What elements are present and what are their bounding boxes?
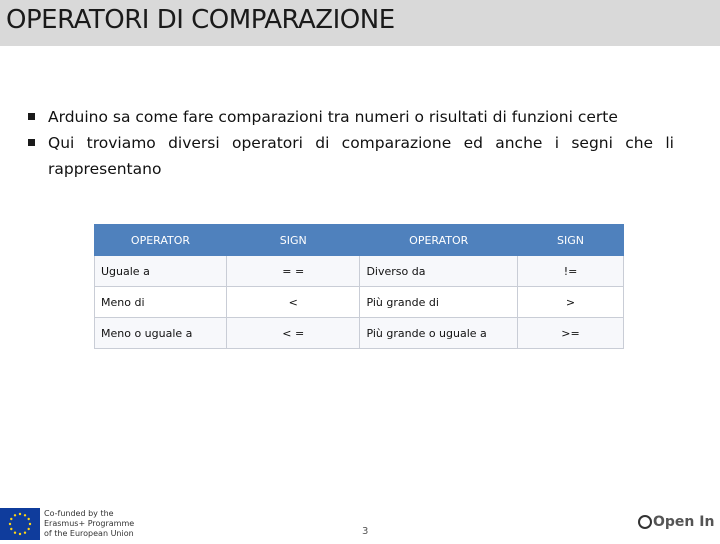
- openin-logo-icon: [638, 515, 652, 529]
- eu-flag-icon: [0, 508, 40, 540]
- square-bullet-icon: [28, 139, 35, 146]
- bullet-text: Arduino sa come fare comparazioni tra numeri o risultati di funzioni certe: [48, 108, 618, 126]
- column-header: SIGN: [226, 225, 359, 256]
- eu-text-line: Co-funded by the: [44, 509, 114, 518]
- page-number: 3: [362, 526, 369, 537]
- page-title: OPERATORI DI COMPARAZIONE: [6, 5, 395, 35]
- title-bar: [0, 0, 720, 46]
- table-cell: < =: [226, 318, 359, 349]
- bullet-item: [28, 104, 674, 130]
- table-row: [95, 256, 624, 287]
- bullet-list: [28, 104, 674, 182]
- column-header: OPERATOR: [95, 225, 227, 256]
- operators-table: [94, 224, 624, 349]
- table-cell: Diverso da: [360, 256, 518, 287]
- square-bullet-icon: [28, 113, 35, 120]
- table-row: [95, 318, 624, 349]
- bullet-text: Qui troviamo diversi operatori di comparazione ed anche i segni che li rappresentano: [48, 134, 674, 178]
- table-cell: >: [518, 287, 624, 318]
- eu-text-line: of the European Union: [44, 529, 134, 538]
- column-header: SIGN: [518, 225, 624, 256]
- table-cell: <: [226, 287, 359, 318]
- table-row: [95, 287, 624, 318]
- table-header-row: [95, 225, 624, 256]
- table-cell: Più grande di: [360, 287, 518, 318]
- table-cell: !=: [518, 256, 624, 287]
- table-cell: Uguale a: [95, 256, 227, 287]
- openin-logo: [638, 514, 714, 530]
- table-cell: Più grande o uguale a: [360, 318, 518, 349]
- eu-cofunded-text: [44, 509, 134, 539]
- table-cell: >=: [518, 318, 624, 349]
- eu-text-line: Erasmus+ Programme: [44, 519, 135, 528]
- brand-name: Open In: [653, 514, 715, 530]
- column-header: OPERATOR: [360, 225, 518, 256]
- table-cell: = =: [226, 256, 359, 287]
- bullet-item: [28, 130, 674, 182]
- table-cell: Meno o uguale a: [95, 318, 227, 349]
- table-cell: Meno di: [95, 287, 227, 318]
